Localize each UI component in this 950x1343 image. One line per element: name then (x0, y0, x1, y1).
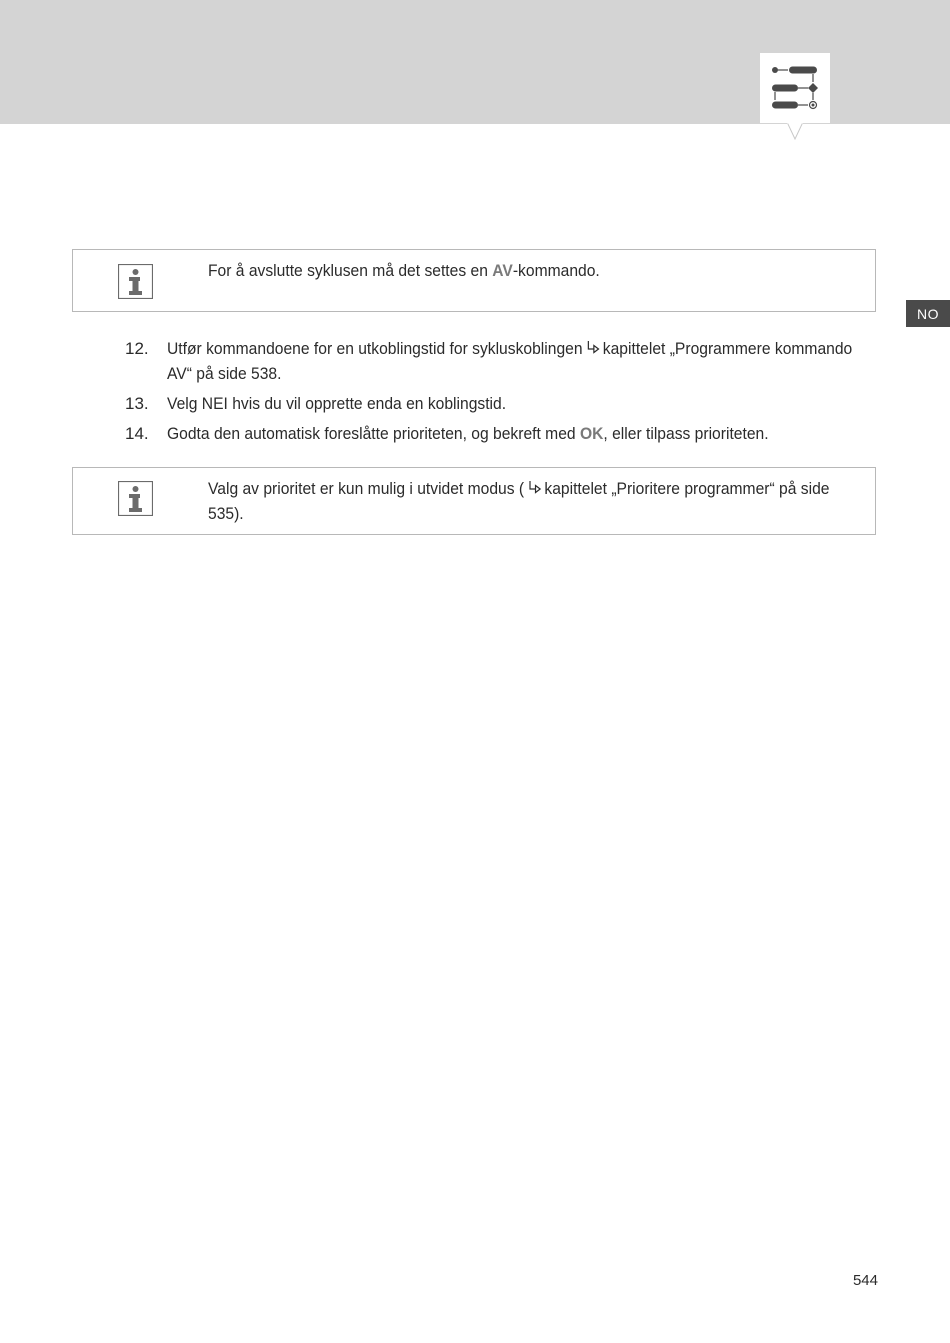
cross-reference-icon (527, 480, 542, 496)
info-icon (118, 481, 153, 516)
info-note (72, 467, 876, 535)
page-number: 544 (852, 1272, 878, 1289)
key-av: AV (492, 261, 513, 280)
step-item (125, 391, 885, 416)
key-ok: OK (579, 424, 604, 443)
step-text: Velg NEI hvis du vil opprette enda en koblingstid. (167, 394, 507, 413)
info-note-text: Valg av prioritet er kun mulig i utvidet modus ( kapittelet „Prioritere programmer“ på side 535). (208, 479, 830, 523)
chapter-tab (760, 53, 830, 123)
step-text: Godta den automatisk foreslåtte prioriteten, og bekreft med OK, eller tilpass prioriteten. (167, 424, 769, 443)
cross-reference-icon (585, 340, 600, 356)
step-list (125, 336, 885, 451)
program-flow-icon (760, 53, 830, 123)
step-number: 12. (125, 339, 149, 358)
info-note-text: For å avslutte syklusen må det settes en AV-kommando. (208, 261, 600, 280)
step-number: 13. (125, 394, 149, 413)
step-item (125, 421, 885, 446)
chapter-tab-pointer (787, 122, 803, 140)
step-number: 14. (125, 424, 149, 443)
step-text: Utfør kommandoene for en utkoblingstid for sykluskoblingen kapittelet „Programmere kommando AV“ på side 538. (167, 339, 853, 383)
info-note (72, 249, 876, 312)
language-tab (906, 300, 950, 327)
info-icon (118, 264, 153, 299)
step-item (125, 336, 885, 386)
language-tab-label: NO (917, 305, 939, 322)
